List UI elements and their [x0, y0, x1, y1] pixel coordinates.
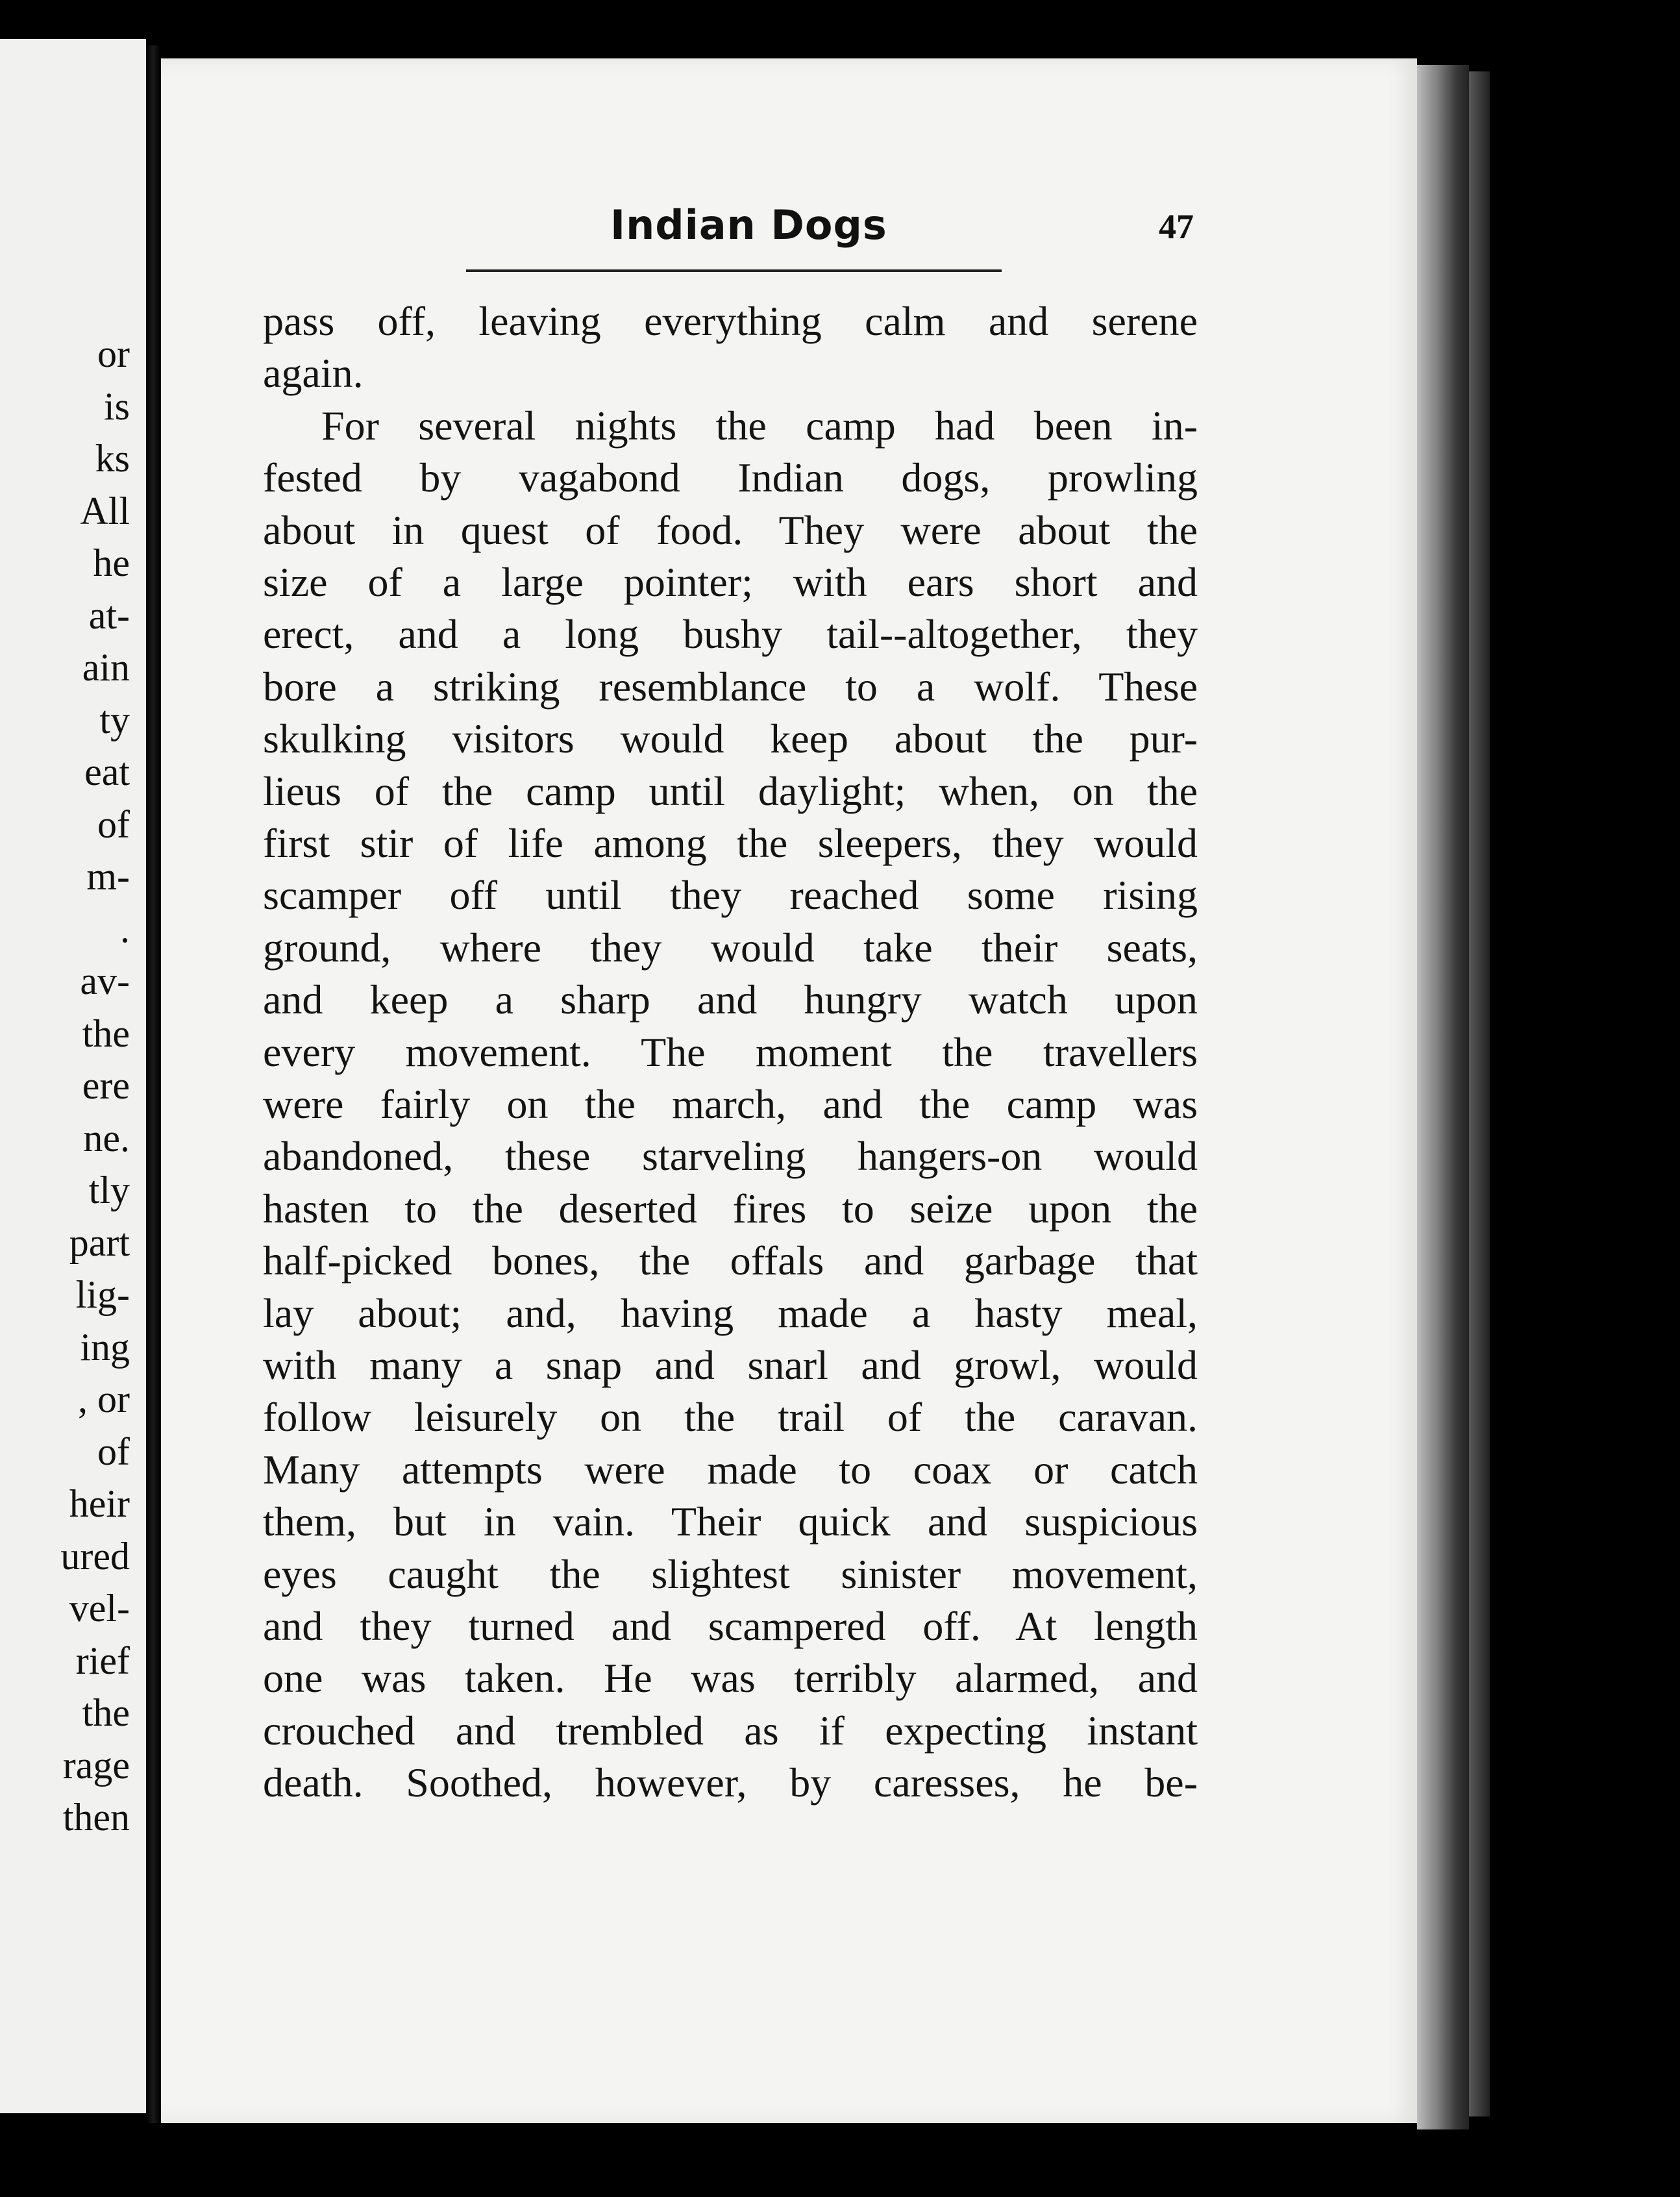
page-edges	[1417, 65, 1469, 2129]
running-head-title: Indian Dogs	[610, 201, 887, 249]
facing-page-line: ain	[82, 646, 130, 689]
facing-page-line: the	[82, 1691, 130, 1734]
text-line: and keep a sharp and hungry watch upon	[263, 976, 1198, 1023]
text-line: were fairly on the march, and the camp was	[263, 1081, 1198, 1127]
facing-page-line: or	[97, 332, 130, 375]
text-line: death. Soothed, however, by caresses, he be-	[263, 1759, 1198, 1806]
facing-page-line: of	[97, 802, 130, 846]
facing-page-line: ing	[80, 1325, 130, 1369]
facing-page-line: av-	[80, 960, 130, 1002]
book-cover-edge	[1469, 71, 1490, 2116]
facing-page-line: vel-	[69, 1587, 130, 1630]
text-line: fested by vagabond Indian dogs, prowling	[263, 454, 1198, 501]
text-line: bore a striking resemblance to a wolf. These	[263, 663, 1198, 710]
text-line: about in quest of food. They were about the	[263, 506, 1198, 553]
text-line: abandoned, these starveling hangers-on would	[263, 1133, 1198, 1180]
facing-page-line: ne.	[83, 1116, 130, 1160]
facing-page-line: the	[82, 1012, 130, 1055]
facing-page	[0, 39, 146, 2113]
facing-page-line: ured	[60, 1534, 130, 1578]
header-rule	[466, 269, 1002, 272]
text-line: again.	[263, 350, 364, 397]
facing-page-line: .	[120, 907, 130, 950]
page-number: 47	[1159, 207, 1194, 246]
facing-page-line: part	[69, 1221, 130, 1264]
facing-page-line: m-	[86, 855, 130, 898]
facing-page-line: lig-	[75, 1273, 130, 1316]
text-line: size of a large pointer; with ears short and	[263, 559, 1198, 605]
facing-page-line: tly	[88, 1169, 130, 1211]
text-line: lieus of the camp until daylight; when, on the	[263, 767, 1198, 814]
facing-page-line: rage	[62, 1743, 130, 1787]
text-line: erect, and a long bushy tail--altogether, they	[263, 611, 1198, 658]
facing-page-line: rief	[75, 1639, 130, 1682]
facing-page-line: eat	[84, 751, 130, 793]
facing-page-line: ks	[95, 437, 130, 480]
text-line: For several nights the camp had been in-	[321, 402, 1198, 449]
facing-page-line: , or	[78, 1378, 130, 1421]
text-line: scamper off until they reached some rising	[263, 872, 1198, 919]
facing-page-line: at-	[88, 593, 130, 637]
text-line: with many a snap and snarl and growl, would	[263, 1342, 1198, 1388]
facing-page-line: is	[103, 384, 130, 428]
facing-page-line: ty	[99, 698, 130, 741]
text-line: and they turned and scampered off. At length	[263, 1603, 1198, 1649]
facing-page-line: of	[97, 1430, 130, 1473]
text-line: ground, where they would take their seats,	[263, 924, 1198, 971]
text-line: hasten to the deserted fires to seize upon the	[263, 1185, 1198, 1232]
text-line: first stir of life among the sleepers, they would	[263, 820, 1198, 866]
text-line: them, but in vain. Their quick and suspicious	[263, 1498, 1198, 1545]
text-line: Many attempts were made to coax or catch	[263, 1446, 1198, 1493]
text-line: follow leisurely on the trail of the caravan.	[263, 1394, 1198, 1441]
text-line: half-picked bones, the offals and garbage that	[263, 1237, 1198, 1284]
text-line: crouched and trembled as if expecting instant	[263, 1707, 1198, 1754]
text-line: one was taken. He was terribly alarmed, and	[263, 1655, 1198, 1702]
text-line: every movement. The moment the travellers	[263, 1028, 1198, 1075]
facing-page-line: then	[62, 1796, 130, 1839]
facing-page-line: All	[80, 489, 130, 532]
text-line: eyes caught the slightest sinister movement,	[263, 1550, 1198, 1597]
text-line: pass off, leaving everything calm and serene	[263, 298, 1198, 344]
facing-page-line: ere	[82, 1064, 130, 1107]
text-line: lay about; and, having made a hasty meal,	[263, 1289, 1198, 1336]
facing-page-line: heir	[69, 1482, 130, 1525]
facing-page-line: he	[93, 541, 130, 584]
text-line: skulking visitors would keep about the pur-	[263, 715, 1198, 762]
book-gutter	[146, 45, 160, 2123]
